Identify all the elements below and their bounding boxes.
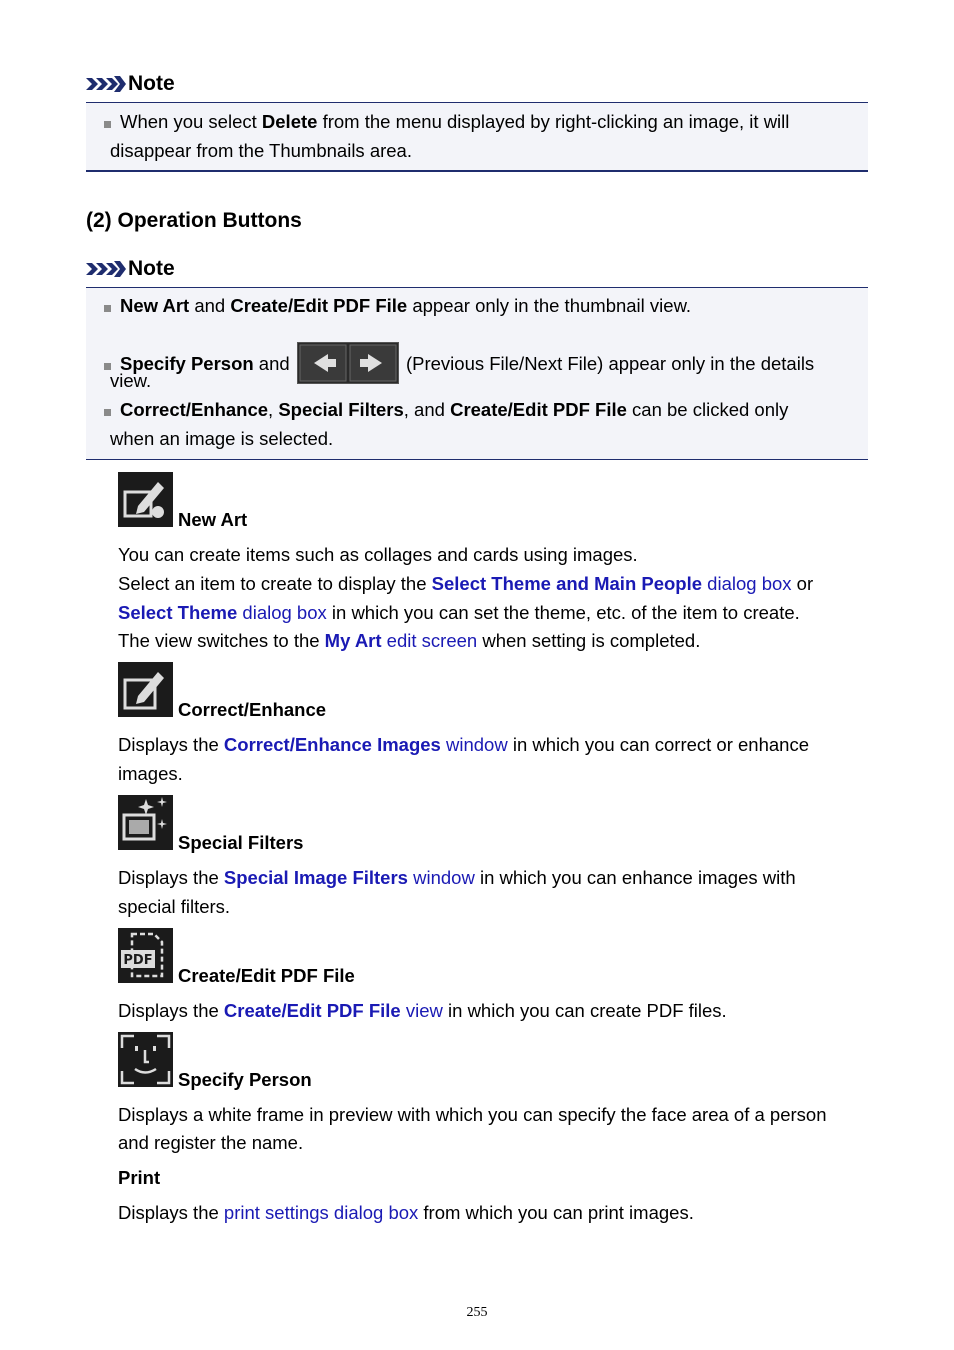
note-header	[86, 254, 175, 284]
select-theme-main-people-link[interactable]: Select Theme and Main People dialog box	[431, 573, 792, 594]
bullet-icon	[104, 409, 111, 416]
specify-person-title: Specify Person	[178, 1069, 312, 1090]
prev-next-file-buttons-icon	[297, 342, 399, 384]
bullet-icon	[104, 305, 111, 312]
create-edit-pdf-title: Create/Edit PDF File	[178, 965, 355, 986]
correct-enhance-icon	[118, 662, 173, 717]
my-art-edit-screen-link[interactable]: My Art edit screen	[324, 630, 478, 651]
note-arrows-icon	[86, 261, 126, 277]
body-text: Select Theme dialog box in which you can set the theme, etc. of the item to create.	[118, 602, 800, 623]
create-edit-pdf-view-link[interactable]: Create/Edit PDF File view	[223, 1000, 443, 1021]
note-box	[86, 102, 868, 172]
correct-enhance-title: Correct/Enhance	[178, 699, 327, 720]
correct-enhance-images-link[interactable]: Correct/Enhance Images window	[223, 734, 508, 755]
note-item: New Art and Create/Edit PDF File appear only in the thumbnail view.	[104, 295, 691, 317]
body-text: You can create items such as collages and cards using images.	[118, 544, 638, 565]
page-number: 255	[466, 1305, 488, 1320]
bullet-icon	[104, 363, 111, 370]
section-title: (2) Operation Buttons	[86, 209, 302, 232]
body-text: Displays the Special Image Filters window in which you can enhance images with	[118, 867, 796, 888]
print-settings-dialog-link[interactable]: print settings dialog box	[223, 1202, 419, 1223]
note-item-cont: when an image is selected.	[110, 428, 334, 449]
new-art-icon	[118, 472, 173, 527]
body-text: Displays a white frame in preview with which you can specify the face area of a person	[118, 1104, 827, 1125]
special-filters-icon	[118, 795, 173, 850]
body-text: Displays the Correct/Enhance Images window in which you can correct or enhance	[118, 734, 810, 755]
new-art-title: New Art	[178, 509, 248, 530]
body-text: Displays the Create/Edit PDF File view in which you can create PDF files.	[118, 1000, 727, 1021]
print-title: Print	[118, 1167, 161, 1188]
note-box	[86, 287, 868, 460]
special-filters-title: Special Filters	[178, 832, 304, 853]
specify-person-icon	[118, 1032, 173, 1087]
body-text: Select an item to create to display the Select Theme and Main People dialog box or	[118, 573, 814, 594]
special-image-filters-link[interactable]: Special Image Filters window	[223, 867, 475, 888]
note-item: Specify Person and (Previous File/Next File) appear only in the details	[104, 342, 814, 384]
bullet-icon	[104, 121, 111, 128]
pdf-icon	[118, 928, 173, 983]
body-text: and register the name.	[118, 1132, 304, 1153]
body-text: images.	[118, 763, 183, 784]
note-title: Note	[128, 72, 175, 95]
note-item-cont: view.	[110, 370, 152, 391]
note-arrows-icon	[86, 76, 126, 92]
note-title: Note	[128, 257, 175, 280]
note-item: When you select Delete from the menu displayed by right-clicking an image, it will	[104, 111, 789, 133]
body-text: The view switches to the My Art edit screen when setting is completed.	[118, 630, 701, 651]
body-text: Displays the print settings dialog box from which you can print images.	[118, 1202, 694, 1223]
select-theme-link[interactable]: Select Theme dialog box	[118, 602, 327, 623]
note-header	[86, 69, 175, 99]
note-item-cont: disappear from the Thumbnails area.	[110, 140, 412, 161]
svg-text:PDF: PDF	[123, 953, 153, 968]
body-text: special filters.	[118, 896, 231, 917]
note-item: Correct/Enhance, Special Filters, and Create/Edit PDF File can be clicked only	[104, 399, 788, 421]
